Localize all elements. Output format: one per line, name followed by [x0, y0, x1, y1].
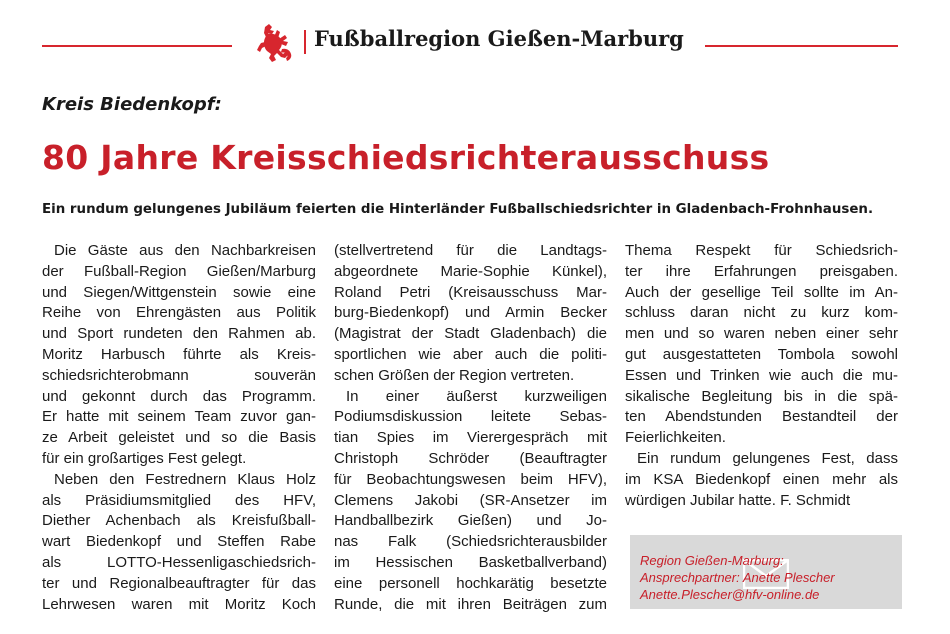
body-line: Reihe von Ehrengästen aus Politik: [42, 304, 316, 322]
body-line: (stellvertretend für die Landtags-: [334, 242, 607, 259]
body-line: für Beobachtungswesen beim HFV),: [334, 470, 607, 488]
body-line: Podiumsdiskussion leitete Sebas-: [334, 408, 607, 426]
body-line: Er hatte mit seinem Team zuvor gan-: [42, 408, 316, 426]
body-line: schluss daran nicht zu kurz kom-: [625, 304, 898, 322]
header-separator: [304, 30, 306, 54]
body-line: ter und Regionalbeauftragter für das: [42, 574, 316, 592]
body-line: und Siegen/Wittgenstein sowie eine: [42, 283, 316, 301]
body-line: Thema Respekt für Schiedsrich-: [625, 242, 898, 259]
body-line: als Präsidiumsmitglied des HFV,: [42, 491, 316, 509]
body-line: Runde, die mit ihren Beiträgen zum: [334, 595, 607, 613]
body-line: nas Falk (Schiedsrichterausbilder: [334, 533, 607, 551]
body-line: im KSA Biedenkopf einen mehr als: [625, 470, 898, 488]
body-line: und gekonnt durch das Programm.: [42, 387, 316, 405]
body-line: ze Arbeit geleistet und so die Basis: [42, 429, 316, 447]
body-line: Christoph Schröder (Beauftragter: [334, 449, 607, 467]
body-line: Auch der gesellige Teil sollte im An-: [625, 283, 898, 301]
contact-person: Ansprechpartner: Anette Plescher: [640, 570, 835, 585]
contact-text: [640, 552, 835, 603]
body-line: würdigen Jubilar hatte. F. Schmidt: [625, 491, 851, 509]
body-line: Handballbezirk Gießen) und Jo-: [334, 512, 607, 530]
body-line: für ein großartiges Fest gelegt.: [42, 449, 247, 467]
body-line: sportlichen wie aber auch die politi-: [334, 345, 607, 363]
body-line: schiedsrichterobmann souverän: [42, 366, 316, 384]
body-line: Diether Achenbach als Kreisfußball-: [42, 512, 316, 530]
article-headline: 80 Jahre Kreisschiedsrichterausschuss: [42, 138, 770, 177]
contact-region: Region Gießen-Marburg:: [640, 553, 784, 568]
article-subline: Ein rundum gelungenes Jubiläum feierten die Hinterländer Fußballschiedsrichter in Gladenbach-Frohnhausen.: [42, 202, 874, 217]
article-column-3: [625, 241, 898, 511]
body-line: schen Größen der Region vertreten.: [334, 366, 575, 384]
article-column-1: [42, 241, 316, 615]
body-line: In einer äußerst kurzweiligen: [346, 387, 607, 405]
hesse-lion-icon: [252, 21, 296, 65]
body-line: Die Gäste aus den Nachbarkreisen: [54, 242, 316, 259]
body-line: ten Abendstunden Bestandteil der: [625, 408, 898, 426]
body-line: ter ihre Erfahrungen preisgaben.: [625, 262, 898, 280]
body-line: und Sport rundeten den Rahmen ab.: [42, 325, 316, 343]
body-line: Clemens Jakobi (SR-Ansetzer im: [334, 491, 607, 509]
body-line: Roland Petri (Kreisausschuss Mar-: [334, 283, 607, 301]
body-line: Neben den Festrednern Klaus Holz: [54, 470, 316, 488]
contact-box: [630, 535, 902, 609]
body-line: eine personell hochkarätig besetzte: [334, 574, 607, 592]
body-line: der Fußball-Region Gießen/Marburg: [42, 262, 316, 280]
body-line: gut ausgestatteten Tombola sowohl: [625, 345, 898, 363]
body-line: Ein rundum gelungenes Fest, dass: [637, 449, 898, 467]
body-line: Essen und Trinken wie auch die mu-: [625, 366, 898, 384]
region-title: Fußballregion Gießen-Marburg: [314, 26, 684, 51]
body-line: tian Spies im Vierergespräch mit: [334, 429, 607, 447]
body-line: wart Biedenkopf und Steffen Rabe: [42, 533, 316, 551]
header-rule-right: [705, 45, 898, 47]
article-kicker: Kreis Biedenkopf:: [42, 94, 222, 115]
body-line: abgeordnete Marie-Sophie Künkel),: [334, 262, 607, 280]
body-line: (Magistrat der Stadt Gladenbach) die: [334, 325, 607, 343]
body-line: Moritz Harbusch führte als Kreis-: [42, 345, 316, 363]
body-line: Lehrwesen waren mit Moritz Koch: [42, 595, 316, 613]
body-line: als LOTTO-Hessenligaschiedsrich-: [42, 553, 316, 571]
body-line: burg-Biedenkopf) und Armin Becker: [334, 304, 607, 322]
article-column-2: [334, 241, 607, 615]
contact-email-link[interactable]: Anette.Plescher@hfv-online.de: [640, 587, 820, 602]
body-line: Feierlichkeiten.: [625, 429, 726, 447]
body-line: men und so waren neben einer sehr: [625, 325, 898, 343]
body-line: sikalische Begleitung bis in die spä-: [625, 387, 898, 405]
body-line: im Hessischen Basketballverband): [334, 553, 607, 571]
header-rule-left: [42, 45, 232, 47]
